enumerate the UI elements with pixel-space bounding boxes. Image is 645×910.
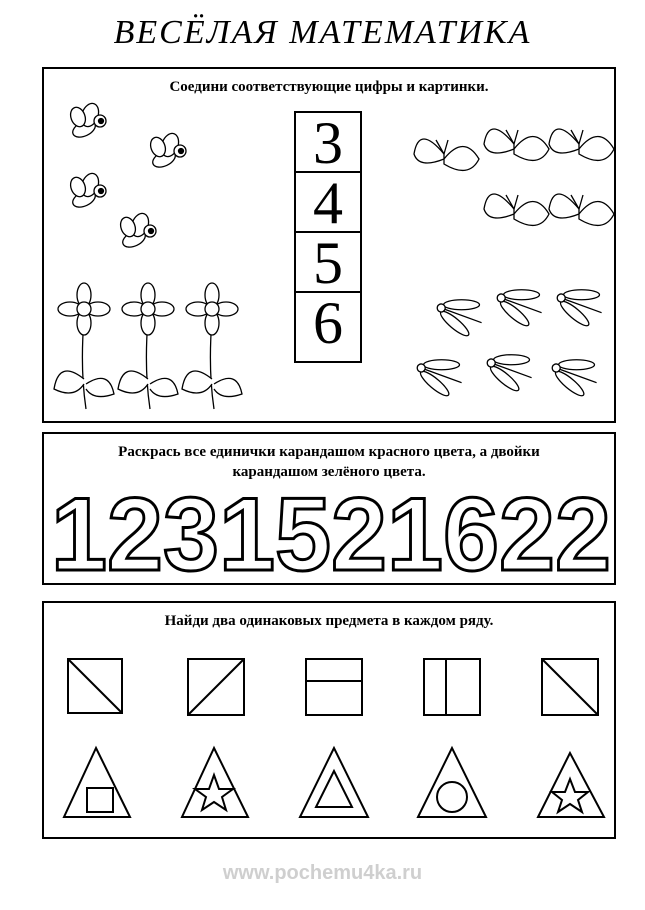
butterfly-icon: [484, 194, 549, 225]
bee-icon: [118, 211, 156, 250]
watermark: www.pochemu4ka.ru: [222, 862, 423, 884]
number-box[interactable]: 3: [294, 111, 362, 171]
coloring-instruction: [44, 442, 614, 482]
butterfly-icon: [549, 194, 614, 225]
square-horizontal-split[interactable]: [306, 659, 362, 715]
triangle-with-star[interactable]: [538, 753, 604, 817]
square-diagonal-up[interactable]: [188, 659, 244, 715]
flower-icon: [118, 283, 178, 409]
square-diagonal-down[interactable]: [542, 659, 598, 715]
triangle-with-triangle[interactable]: [300, 748, 368, 817]
bee-icon: [68, 101, 106, 140]
coloring-instruction-line2: карандашом зелёного цвета.: [232, 464, 426, 480]
dragonfly-icon: [550, 277, 608, 332]
bee-icon: [68, 171, 106, 210]
dragonfly-icon: [480, 342, 538, 397]
triangle-with-square[interactable]: [64, 748, 130, 817]
find-pairs-panel: [42, 601, 616, 839]
outline-digit-string: 1231521622: [51, 480, 611, 580]
triangle-with-circle[interactable]: [418, 748, 486, 817]
dragonfly-icon: [410, 347, 468, 402]
shape-grid: [44, 603, 614, 837]
matching-panel: [42, 67, 616, 423]
dragonfly-icon: [430, 287, 488, 342]
coloring-instruction-line1: Раскрась все единички карандашом красного цвета, а двойки: [118, 444, 540, 460]
butterfly-icon: [414, 139, 479, 170]
matching-instruction: Соедини соответствующие цифры и картинки.: [169, 79, 489, 95]
bee-icon: [148, 131, 186, 170]
butterfly-icon: [549, 129, 614, 160]
outline-digits[interactable]: [44, 480, 618, 580]
number-box[interactable]: 5: [294, 231, 362, 291]
dragonfly-icon: [490, 277, 548, 332]
triangle-with-star[interactable]: [182, 748, 248, 817]
flower-icon: [182, 283, 242, 409]
find-pairs-instruction: Найди два одинаковых предмета в каждом ряду.: [164, 613, 494, 629]
square-vertical-split[interactable]: [424, 659, 480, 715]
butterfly-icon: [484, 129, 549, 160]
flower-icon: [54, 283, 114, 409]
number-box[interactable]: 6: [294, 291, 362, 363]
number-box[interactable]: 4: [294, 171, 362, 231]
coloring-panel: [42, 432, 616, 585]
dragonfly-icon: [545, 347, 603, 402]
number-column: [294, 111, 360, 363]
page-title: ВЕСЁЛАЯ МАТЕМАТИКА: [113, 14, 532, 51]
square-diagonal-down[interactable]: [68, 659, 122, 713]
